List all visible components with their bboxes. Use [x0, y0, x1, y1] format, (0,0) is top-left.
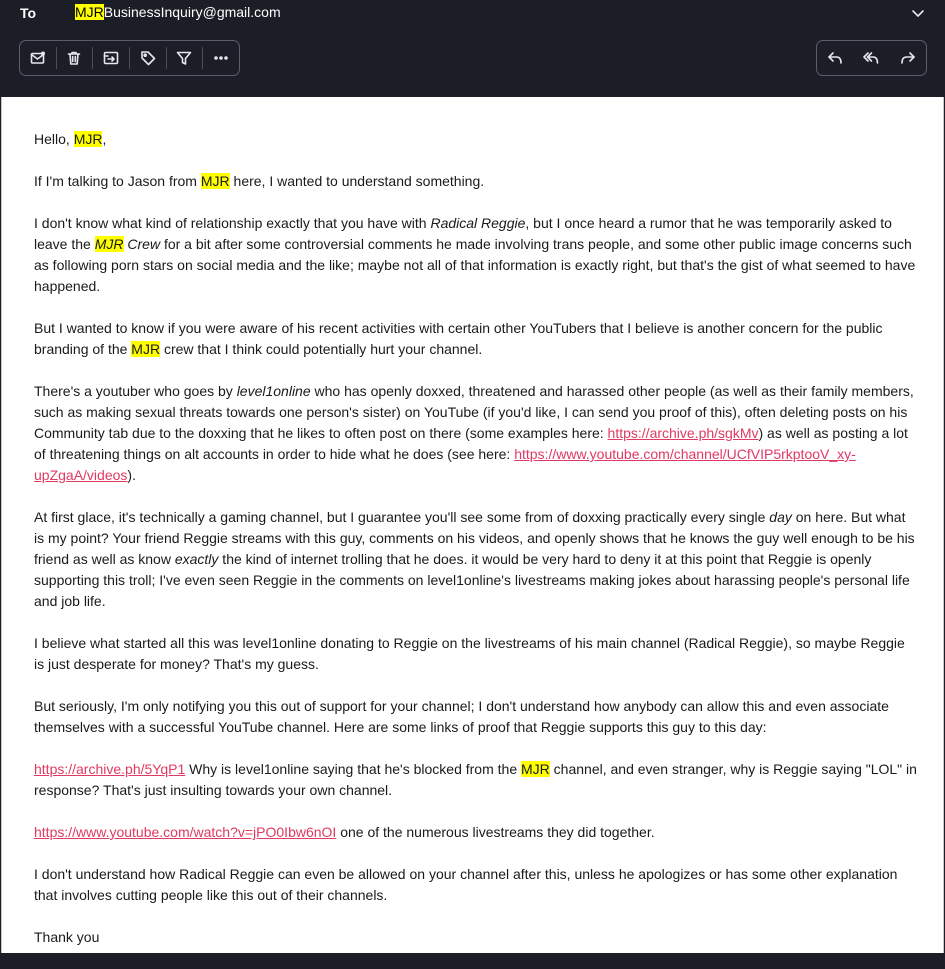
paragraph-5: At first glace, it's technically a gaming channel, but I guarantee you'll see some from of doxxing practically every single day on here. But what is my point? Your friend Reggie streams with this guy, comments on his videos, and openly shows that he knows the guy well enough to be his friend as well as know exactly the kind of internet trolling that he does. it would be very hard to deny it at this point that Reggie is openly supporting this troll; I've even seen Reggie in the comments on level1online's livestreams making jokes about harassing people's personal life and job life.	[34, 509, 915, 609]
more-icon[interactable]	[203, 41, 239, 75]
tag-icon[interactable]	[130, 41, 166, 75]
paragraph-10: I don't understand how Radical Reggie can even be allowed on your channel after this, unless he apologizes or has some other explanation that involves cutting people like this out of their channels.	[34, 866, 898, 903]
forward-icon[interactable]	[890, 41, 926, 75]
recipient-highlight: MJR	[75, 4, 104, 20]
paragraph-3: But I wanted to know if you were aware of his recent activities with certain other YouTubers that I believe is another concern for the public branding of the MJR crew that I think could potentially hurt your channel.	[34, 320, 883, 357]
message-toolbar	[19, 40, 240, 76]
reply-all-icon[interactable]	[853, 41, 889, 75]
paragraph-2: I don't know what kind of relationship exactly that you have with Radical Reggie, but I once heard a rumor that he was temporarily asked to leave the MJR Crew for a bit after some controversial comments he made involving trans people, and some other public image concerns such as following porn stars on social media and the like; maybe not all of that information is exactly right, but that's the gist of what seemed to have happened.	[34, 215, 916, 294]
chevron-down-icon[interactable]	[910, 6, 926, 20]
message-content	[34, 129, 918, 969]
closing: Thank you	[34, 929, 100, 945]
paragraph-9: https://www.youtube.com/watch?v=jPO0Ibw6nOI one of the numerous livestreams they did together.	[34, 824, 655, 840]
paragraph-4: There's a youtuber who goes by level1online who has openly doxxed, threatened and harassed other people (as well as their family members, such as making sexual threats towards one person's sister) on YouTube (if you'd like, I can send you proof of this), often deleting posts on his Community tab due to the doxxing that he likes to often post on there (some examples here: https://archive.ph/sgkMv) as well as posting a lot of threatening things on alt accounts in order to hide what he does (see here: https://www.youtube.com/channel/UCfVIP5rkptooV_xy-upZgaA/videos).	[34, 383, 914, 483]
paragraph-6: I believe what started all this was level1online donating to Reggie on the livestreams of his main channel (Radical Reggie), so maybe Reggie is just desperate for money? That's my guess.	[34, 635, 905, 672]
message-body	[1, 97, 944, 953]
reply-actions	[816, 40, 927, 76]
paragraph-8: https://archive.ph/5YqP1 Why is level1online saying that he's blocked from the MJR channel, and even stranger, why is Reggie saying "LOL" in response? That's just insulting towards your own channel.	[34, 761, 917, 798]
filter-icon[interactable]	[167, 41, 203, 75]
archive-link-2[interactable]: https://archive.ph/5YqP1	[34, 761, 186, 777]
move-to-folder-icon[interactable]	[93, 41, 129, 75]
greeting: Hello, MJR,	[34, 131, 107, 147]
trash-icon[interactable]	[57, 41, 93, 75]
paragraph-1: If I'm talking to Jason from MJR here, I wanted to understand something.	[34, 173, 485, 189]
recipient-address[interactable]	[75, 4, 281, 20]
reply-icon[interactable]	[817, 41, 853, 75]
archive-link-1[interactable]: https://archive.ph/sgkMv	[607, 425, 759, 441]
email-header	[0, 0, 945, 97]
paragraph-7: But seriously, I'm only notifying you this out of support for your channel; I don't understand how anybody can allow this and even associate themselves with a successful YouTube channel. Here are some links of proof that Reggie supports this guy to this day:	[34, 698, 889, 735]
youtube-channel-link[interactable]: https://www.youtube.com/channel/UCfVIP5rkptooV_xy-upZgaA/videos	[34, 446, 856, 483]
mark-unread-icon[interactable]	[20, 41, 56, 75]
recipient-row	[0, 0, 945, 26]
recipient-rest: BusinessInquiry@gmail.com	[103, 4, 281, 20]
to-label: To	[20, 5, 37, 21]
youtube-video-link[interactable]: https://www.youtube.com/watch?v=jPO0Ibw6nOI	[34, 824, 337, 840]
